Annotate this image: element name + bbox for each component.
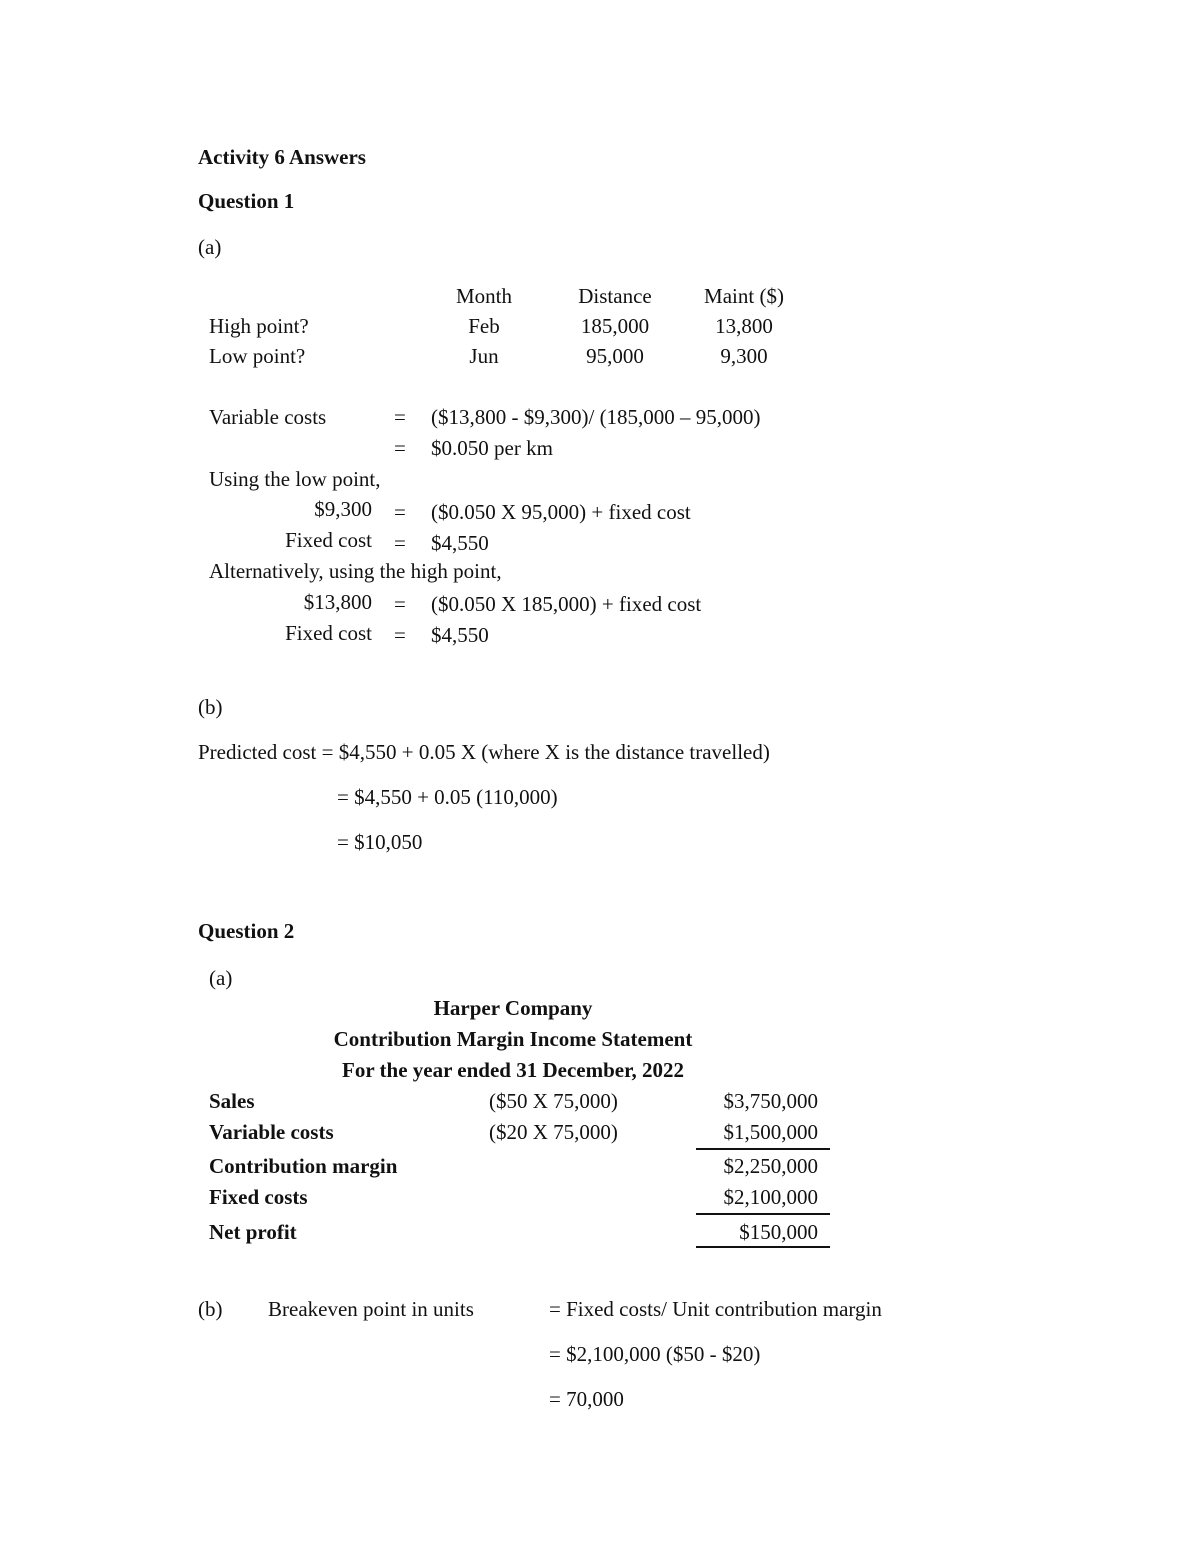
- breakeven-line-3: = 70,000: [549, 1387, 624, 1411]
- low-point-intro: Using the low point,: [209, 467, 381, 491]
- fixed-costs-label: Fixed costs: [209, 1185, 308, 1209]
- fixed-cost-value: $4,550: [431, 623, 489, 647]
- variable-costs-label: Variable costs: [209, 1120, 334, 1144]
- subtotal-rule: [696, 1148, 830, 1150]
- row-low-distance: 95,000: [586, 344, 644, 368]
- fixed-cost-value: $4,550: [431, 531, 489, 555]
- equals-sign: =: [394, 436, 406, 460]
- row-high-maint: 13,800: [715, 314, 773, 338]
- col-header-maint: Maint ($): [704, 284, 784, 308]
- breakeven-line-1: = Fixed costs/ Unit contribution margin: [549, 1297, 882, 1321]
- row-high-month: Feb: [468, 314, 500, 338]
- breakeven-label: Breakeven point in units: [268, 1297, 474, 1321]
- row-high-distance: 185,000: [580, 314, 650, 338]
- variable-costs-expression: ($13,800 - $9,300)/ (185,000 – 95,000): [431, 405, 761, 429]
- high-point-cost: $13,800: [303, 590, 372, 614]
- equals-sign: =: [394, 405, 406, 429]
- equals-sign: =: [394, 592, 406, 616]
- predicted-cost-line-1: Predicted cost = $4,550 + 0.05 X (where X is the distance travelled): [198, 740, 770, 764]
- statement-title: Contribution Margin Income Statement: [333, 1027, 693, 1051]
- variable-costs-amount: $1,500,000: [723, 1120, 818, 1144]
- q2-part-b-label: (b): [198, 1297, 223, 1321]
- sales-amount: $3,750,000: [723, 1089, 818, 1113]
- q1-part-b-label: (b): [198, 695, 223, 719]
- sales-calc: ($50 X 75,000): [489, 1089, 618, 1113]
- equals-sign: =: [394, 531, 406, 555]
- low-point-expression: ($0.050 X 95,000) + fixed cost: [431, 500, 691, 524]
- q2-part-a-label: (a): [209, 966, 233, 990]
- total-rule: [696, 1246, 830, 1248]
- high-point-expression: ($0.050 X 185,000) + fixed cost: [431, 592, 702, 616]
- q1-part-a-label: (a): [198, 235, 222, 259]
- company-name: Harper Company: [433, 996, 593, 1020]
- breakeven-line-2: = $2,100,000 ($50 - $20): [549, 1342, 761, 1366]
- row-high-label: High point?: [209, 314, 309, 338]
- contribution-margin-label: Contribution margin: [209, 1154, 398, 1178]
- question-1-heading: Question 1: [198, 189, 295, 213]
- row-low-label: Low point?: [209, 344, 306, 368]
- high-point-intro: Alternatively, using the high point,: [209, 559, 502, 583]
- net-profit-amount: $150,000: [739, 1220, 818, 1244]
- fixed-costs-amount: $2,100,000: [723, 1185, 818, 1209]
- col-header-month: Month: [455, 284, 512, 308]
- net-profit-label: Net profit: [209, 1220, 297, 1244]
- question-2-heading: Question 2: [198, 919, 295, 943]
- variable-costs-calc: ($20 X 75,000): [489, 1120, 618, 1144]
- contribution-margin-amount: $2,250,000: [723, 1154, 818, 1178]
- sales-label: Sales: [209, 1089, 255, 1113]
- statement-period: For the year ended 31 December, 2022: [342, 1058, 684, 1082]
- subtotal-rule: [696, 1213, 830, 1215]
- predicted-cost-line-3: = $10,050: [337, 830, 423, 854]
- equals-sign: =: [394, 500, 406, 524]
- variable-costs-label: Variable costs: [209, 405, 327, 429]
- low-point-cost: $9,300: [314, 497, 372, 521]
- fixed-cost-label: Fixed cost: [285, 528, 372, 552]
- row-low-month: Jun: [469, 344, 499, 368]
- col-header-distance: Distance: [578, 284, 652, 308]
- row-low-maint: 9,300: [720, 344, 768, 368]
- equals-sign: =: [394, 623, 406, 647]
- fixed-cost-label: Fixed cost: [285, 621, 372, 645]
- page-title: Activity 6 Answers: [198, 145, 366, 169]
- variable-costs-result: $0.050 per km: [431, 436, 553, 460]
- predicted-cost-line-2: = $4,550 + 0.05 (110,000): [337, 785, 558, 809]
